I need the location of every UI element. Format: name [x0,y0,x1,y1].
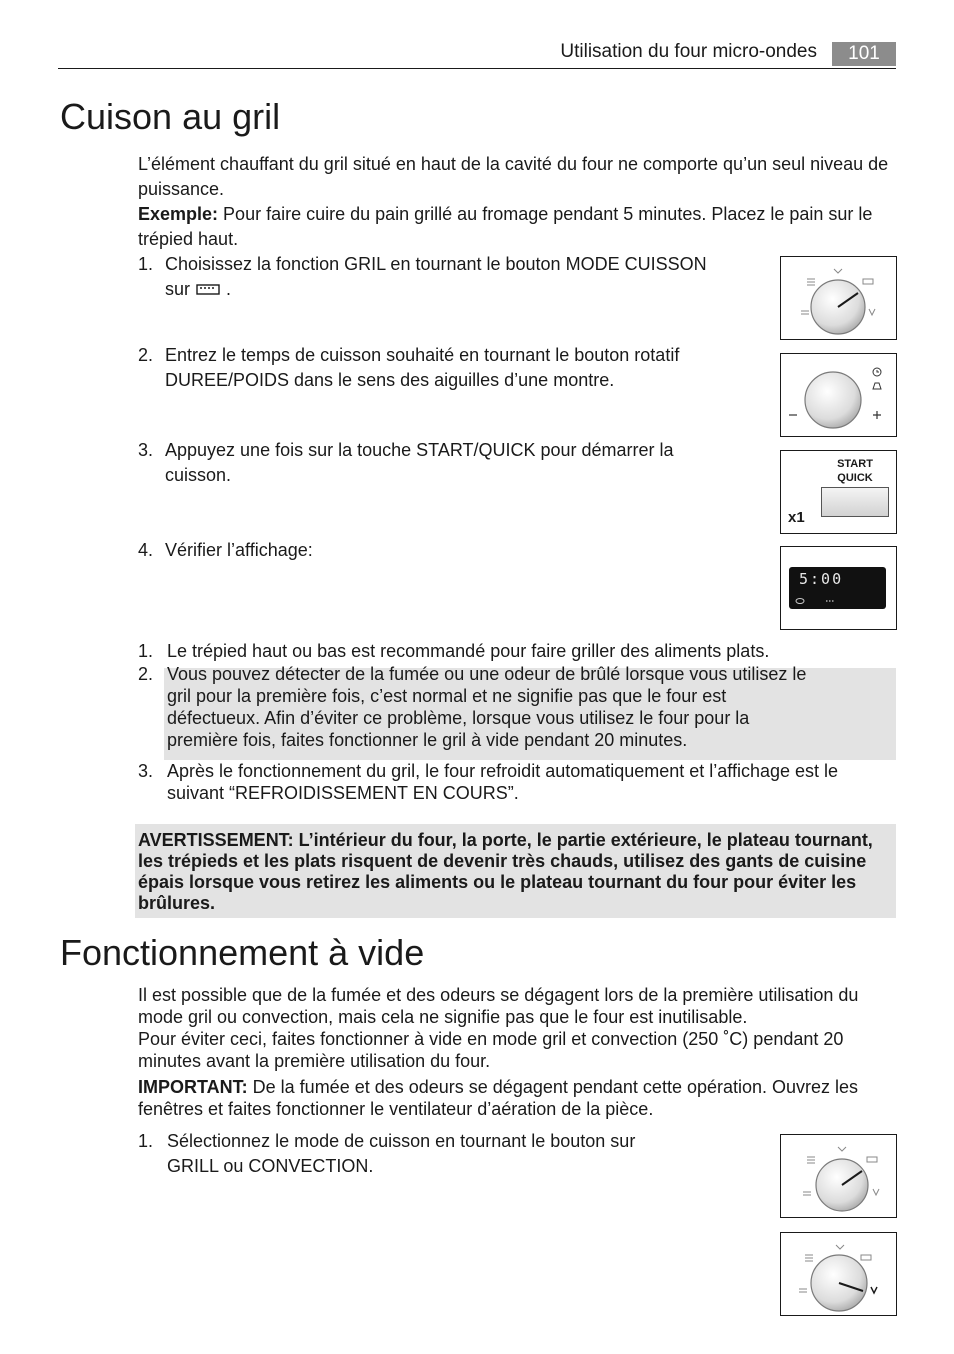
note-3-text: Après le fonctionnement du gril, le four refroidit automatiquement et l’affichage est le suivant “REFROIDISSEMENT EN COURS”. [167,761,839,803]
note-1-number: 1. [138,641,154,661]
step-4-number: 4. [138,540,154,560]
step-3-text: Appuyez une fois sur la touche START/QUICK pour démarrer la cuisson. [165,440,674,485]
display-readout: 5:00 [799,570,844,588]
quick-label: QUICK [837,472,873,484]
figure-display [780,546,897,630]
step-1 [138,252,748,303]
display-fan-icon [795,597,805,605]
display-screen [789,567,886,609]
figure-time-knob [780,353,897,437]
step-1-text: Choisissez la fonction GRIL en tournant le bouton MODE CUISSON [165,254,707,274]
section-heading-grill: Cuison au gril [60,96,281,137]
step-1-tail: sur [165,279,191,299]
intro-paragraph: L’élément chauffant du gril situé en haut de la cavité du four ne comporte qu’un seul niveau de puissance. [138,154,889,199]
important-text: De la fumée et des odeurs se dégagent pendant cette opération. Ouvrez les fenêtres et faites fonctionner le ventilateur d’aération de la pièce. [138,1077,859,1119]
step-2-text: Entrez le temps de cuisson souhaité en tournant le bouton rotatif DUREE/POIDS dans le sens des aiguilles d’une montre. [165,345,680,390]
step-3-number: 3. [138,440,154,460]
example-paragraph [138,202,894,252]
grill-symbol-icon [196,278,220,303]
note-3-number: 3. [138,761,154,781]
display-grill-icon [825,598,835,604]
note-1 [138,640,894,662]
para-avoid: Pour éviter ceci, faites fonctionner à vide en mode gril et convection (250 ˚C) pendant 20 minutes avant la première utilisation du four. [138,1029,844,1071]
header-rule [58,68,896,69]
note-3 [138,760,894,804]
s2-step-1 [138,1129,738,1179]
example-label: Exemple: [138,204,219,224]
page-number: 101 [832,42,896,66]
step-4 [138,538,748,563]
para-smoke: Il est possible que de la fumée et des odeurs se dégagent lors de la première utilisation du mode gril ou convection, mais cela ne signifie pas que le four est inutilisable. [138,985,859,1027]
para-important [138,1076,896,1120]
note-2-number: 2. [138,664,154,684]
step-2 [138,343,748,393]
s2-step-1-line2: GRILL ou CONVECTION. [167,1156,374,1176]
s2-step-1-number: 1. [138,1131,154,1151]
start-label: START [837,458,873,470]
step-1-number: 1. [138,254,154,274]
warning-text: AVERTISSEMENT: L’intérieur du four, la porte, le partie extérieure, le plateau tournant, les trépieds et les plats risquent de devenir très chauds, utilisez des gants de cuisine épais lorsque vous retirez les aliments ou le plateau tournant du four pour éviter les brûlures. [138,830,873,913]
figure-mode-knob-convection [780,1232,897,1316]
note-2 [138,663,818,751]
start-quick-key [821,487,889,517]
figure-start-quick-button [780,450,897,534]
s2-step-1-line1: Sélectionnez le mode de cuisson en tournant le bouton sur [167,1131,636,1151]
step-4-text: Vérifier l’affichage: [165,540,313,560]
step-2-number: 2. [138,345,154,365]
section-heading-empty-run: Fonctionnement à vide [60,932,425,973]
step-3 [138,438,748,488]
note-1-text: Le trépied haut ou bas est recommandé pour faire griller des aliments plats. [167,641,770,661]
figure-mode-knob-grill [780,256,897,340]
example-text: Pour faire cuire du pain grillé au fromage pendant 5 minutes. Placez le pain sur le trépied haut. [138,204,873,249]
figure-mode-knob-grill-2 [780,1134,897,1218]
running-header-title: Utilisation du four micro-ondes [560,41,817,62]
press-count: x1 [788,509,805,526]
step-1-end: . [226,279,232,299]
important-label: IMPORTANT: [138,1077,248,1097]
note-2-text: Vous pouvez détecter de la fumée ou une odeur de brûlé lorsque vous utilisez le gril pour la première fois, c’est normal et ne signifie pas que le four est défectueux. Afin d’éviter ce problème, lorsque vous utilisez le four pour la première fois, faites fonctionner le gril à vide pendant 20 minutes. [167,664,807,750]
